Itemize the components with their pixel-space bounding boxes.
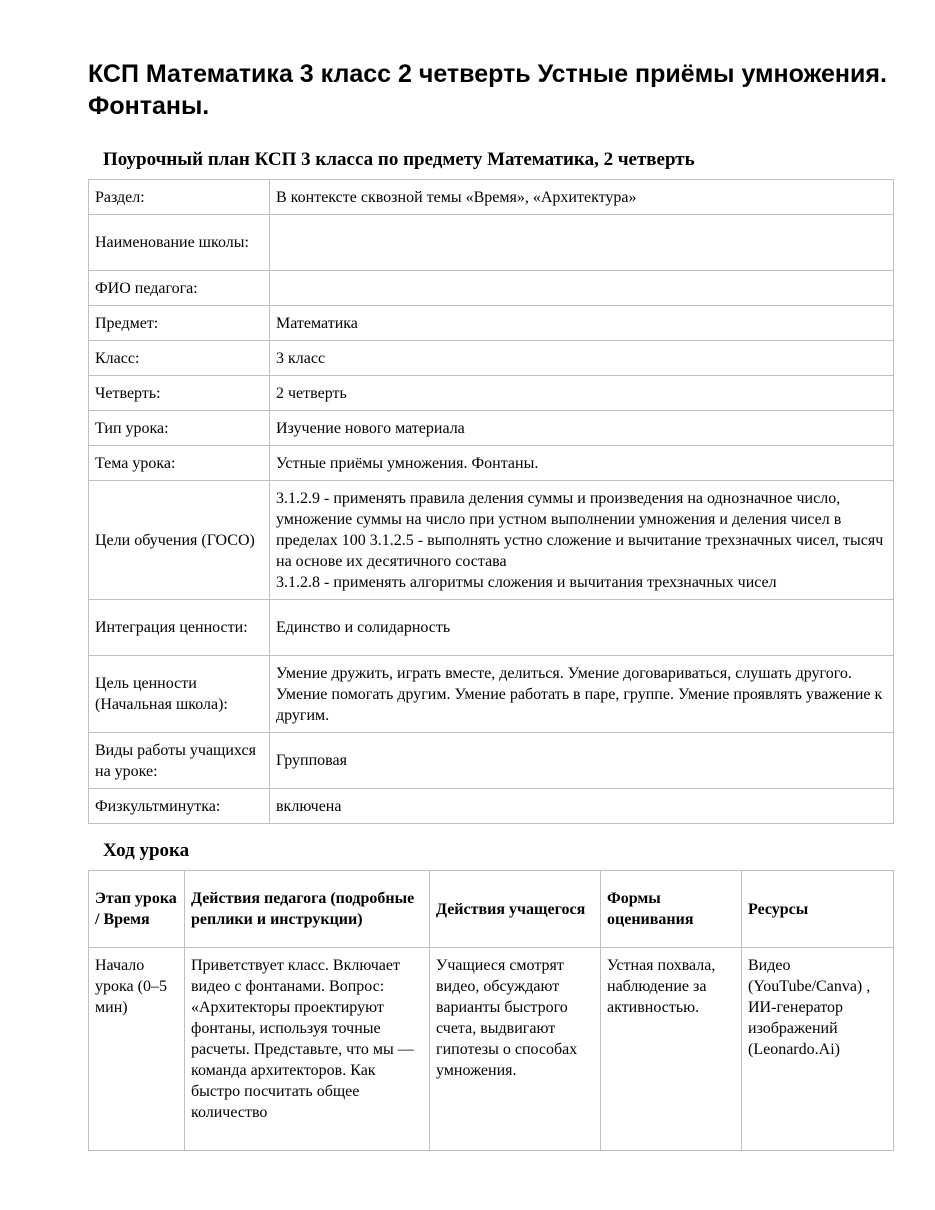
row-label: Предмет: (89, 306, 270, 341)
row-label: Тема урока: (89, 446, 270, 481)
row-label: ФИО педагога: (89, 271, 270, 306)
document-title: КСП Математика 3 класс 2 четверть Устные приёмы умножения. Фонтаны. (88, 60, 887, 120)
lesson-flow-table (88, 870, 894, 1151)
table-row (89, 948, 894, 1151)
row-value: Групповая (270, 733, 894, 789)
table-row (89, 341, 894, 376)
column-header: Ресурсы (742, 871, 894, 948)
plan-heading: Поурочный план КСП 3 класса по предмету Математика, 2 четверть (103, 149, 695, 170)
column-header: Этап урока / Время (89, 871, 185, 948)
row-value: 2 четверть (270, 376, 894, 411)
table-row (89, 733, 894, 789)
row-label: Цель ценности (Начальная школа): (89, 656, 270, 733)
table-row (89, 215, 894, 271)
row-value: 3 класс (270, 341, 894, 376)
table-header-row (89, 871, 894, 948)
resources-cell: Видео (YouTube/Canva) , ИИ-генератор изображений (Leonardo.Ai) (742, 948, 894, 1151)
table-row (89, 600, 894, 656)
column-header: Действия учащегося (430, 871, 601, 948)
row-label: Виды работы учащихся на уроке: (89, 733, 270, 789)
row-value: В контексте сквозной темы «Время», «Архитектура» (270, 180, 894, 215)
table-row (89, 446, 894, 481)
row-label: Интеграция ценности: (89, 600, 270, 656)
row-label: Физкультминутка: (89, 789, 270, 824)
row-label: Цели обучения (ГОСО) (89, 481, 270, 600)
table-row (89, 789, 894, 824)
row-value: Устные приёмы умножения. Фонтаны. (270, 446, 894, 481)
row-label: Раздел: (89, 180, 270, 215)
stage-cell: Начало урока (0–5 мин) (89, 948, 185, 1151)
table-row (89, 656, 894, 733)
row-label: Четверть: (89, 376, 270, 411)
row-value: Изучение нового материала (270, 411, 894, 446)
row-label: Тип урока: (89, 411, 270, 446)
assessment-cell: Устная похвала, наблюдение за активностью. (601, 948, 742, 1151)
table-row (89, 411, 894, 446)
table-row (89, 180, 894, 215)
column-header: Формы оценивания (601, 871, 742, 948)
row-value (270, 271, 894, 306)
row-label: Класс: (89, 341, 270, 376)
row-value: Умение дружить, играть вместе, делиться. Умение договариваться, слушать другого. Умение помогать другим. Умение работать в паре, группе. Умение проявлять уважение к другим. (270, 656, 894, 733)
table-row (89, 306, 894, 341)
column-header: Действия педагога (подробные реплики и инструкции) (185, 871, 430, 948)
lesson-flow-heading: Ход урока (103, 840, 190, 861)
row-value: Математика (270, 306, 894, 341)
table-row (89, 376, 894, 411)
table-row (89, 481, 894, 600)
row-value: 3.1.2.9 - применять правила деления суммы и произведения на однозначное число, умножение суммы на число при устном выполнении умножения и деления чисел в пределах 100 3.1.2.5 - выполнять устно сложение и вычитание трехзначных чисел, тысяч на основе их десятичного состава 3.1.2.8 - применять алгоритмы сложения и вычитания трехзначных чисел (270, 481, 894, 600)
row-value (270, 215, 894, 271)
row-value: включена (270, 789, 894, 824)
student-actions-cell: Учащиеся смотрят видео, обсуждают варианты быстрого счета, выдвигают гипотезы о способах умножения. (430, 948, 601, 1151)
table-row (89, 271, 894, 306)
teacher-actions-cell: Приветствует класс. Включает видео с фонтанами. Вопрос: «Архитекторы проектируют фонтаны, используя точные расчеты. Представьте, что мы — команда архитекторов. Как быстро посчитать общее количество (185, 948, 430, 1151)
lesson-plan-table (88, 179, 894, 824)
row-label: Наименование школы: (89, 215, 270, 271)
row-value: Единство и солидарность (270, 600, 894, 656)
